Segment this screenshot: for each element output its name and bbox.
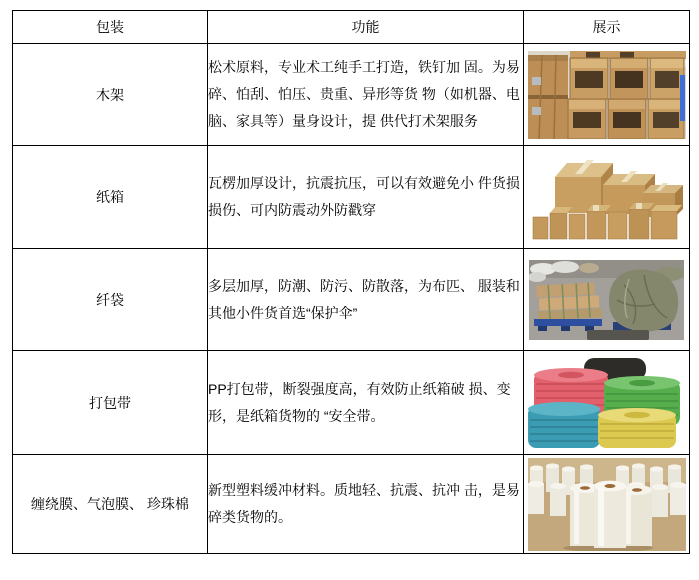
table-row [13, 146, 690, 249]
display-cell [524, 351, 690, 455]
fiber-bags-photo [529, 260, 684, 340]
display-cell [524, 455, 690, 554]
stretch-film-rolls-photo [528, 458, 686, 551]
package-type: 纤袋 [13, 249, 208, 351]
header-row [13, 11, 690, 44]
package-description: 多层加厚，防潮、防污、防散落，为布匹、 服装和其他小件货首选“保护伞” [208, 249, 524, 351]
strapping-coils-photo [528, 358, 686, 448]
package-type: 木架 [13, 44, 208, 146]
package-description: 瓦楞加厚设计，抗震抗压，可以有效避免小 件货损损伤、可内防震动外防戳穿 [208, 146, 524, 249]
wooden-crates-photo [528, 51, 686, 139]
header-function: 功能 [208, 11, 524, 44]
display-cell [524, 249, 690, 351]
package-type: 缠绕膜、气泡膜、 珍珠棉 [13, 455, 208, 554]
package-description: PP打包带，断裂强度高，有效防止纸箱破 损、变形，是纸箱货物的 “安全带。 [208, 351, 524, 455]
package-description: 松术原料，专业术工纯手工打造，铁钉加 固。为易碎、怕刮、怕压、贵重、异形等货 物（如机器、电脑、家具等）量身设计，提 供代打术架服务 [208, 44, 524, 146]
table-row [13, 249, 690, 351]
display-cell [524, 44, 690, 146]
package-description: 新型塑料缓冲材料。质地轻、抗震、抗冲 击，是易碎类货物的。 [208, 455, 524, 554]
table-row [13, 351, 690, 455]
header-display: 展示 [524, 11, 690, 44]
packaging-table [12, 10, 690, 554]
package-type: 打包带 [13, 351, 208, 455]
header-packaging: 包装 [13, 11, 208, 44]
display-cell [524, 146, 690, 249]
cardboard-boxes-photo [527, 151, 687, 244]
package-type: 纸箱 [13, 146, 208, 249]
table-row [13, 44, 690, 146]
table-row [13, 455, 690, 554]
